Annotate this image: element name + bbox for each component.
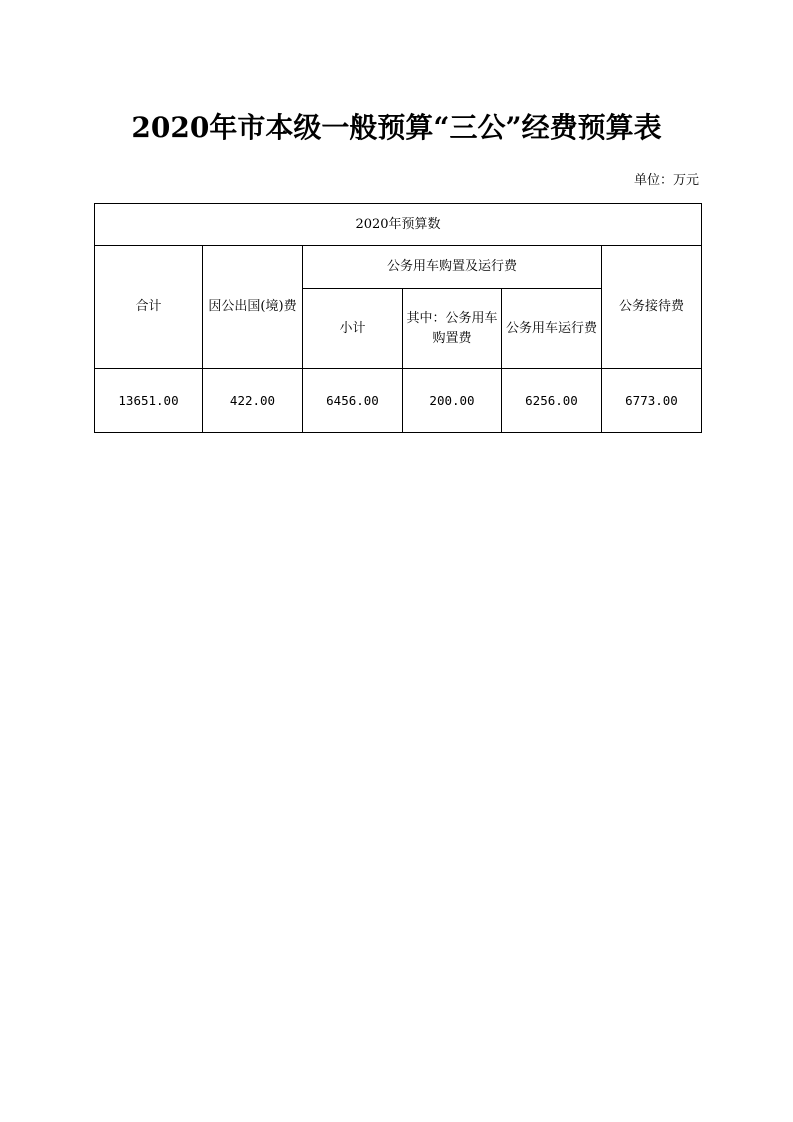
table-row — [95, 369, 702, 433]
value-reception: 6773.00 — [602, 369, 702, 433]
header-vehicle-subtotal: 小计 — [303, 289, 403, 369]
value-vehicle-purchase: 200.00 — [403, 369, 502, 433]
budget-table — [94, 203, 702, 433]
header-vehicle-group: 公务用车购置及运行费 — [303, 246, 602, 289]
value-overseas: 422.00 — [203, 369, 303, 433]
table-row — [95, 204, 702, 246]
year-header-cell: 2020年预算数 — [95, 204, 702, 246]
table-row — [95, 246, 702, 289]
page-title: 2020年市本级一般预算“三公”经费预算表 — [131, 111, 662, 144]
header-vehicle-purchase: 其中：公务用车购置费 — [403, 289, 502, 369]
header-vehicle-operation: 公务用车运行费 — [502, 289, 602, 369]
unit-label: 单位：万元 — [633, 173, 699, 188]
value-vehicle-operation: 6256.00 — [502, 369, 602, 433]
value-vehicle-subtotal: 6456.00 — [303, 369, 403, 433]
header-reception: 公务接待费 — [602, 246, 702, 369]
header-total: 合计 — [95, 246, 203, 369]
header-overseas: 因公出国(境)费 — [203, 246, 303, 369]
value-total: 13651.00 — [95, 369, 203, 433]
